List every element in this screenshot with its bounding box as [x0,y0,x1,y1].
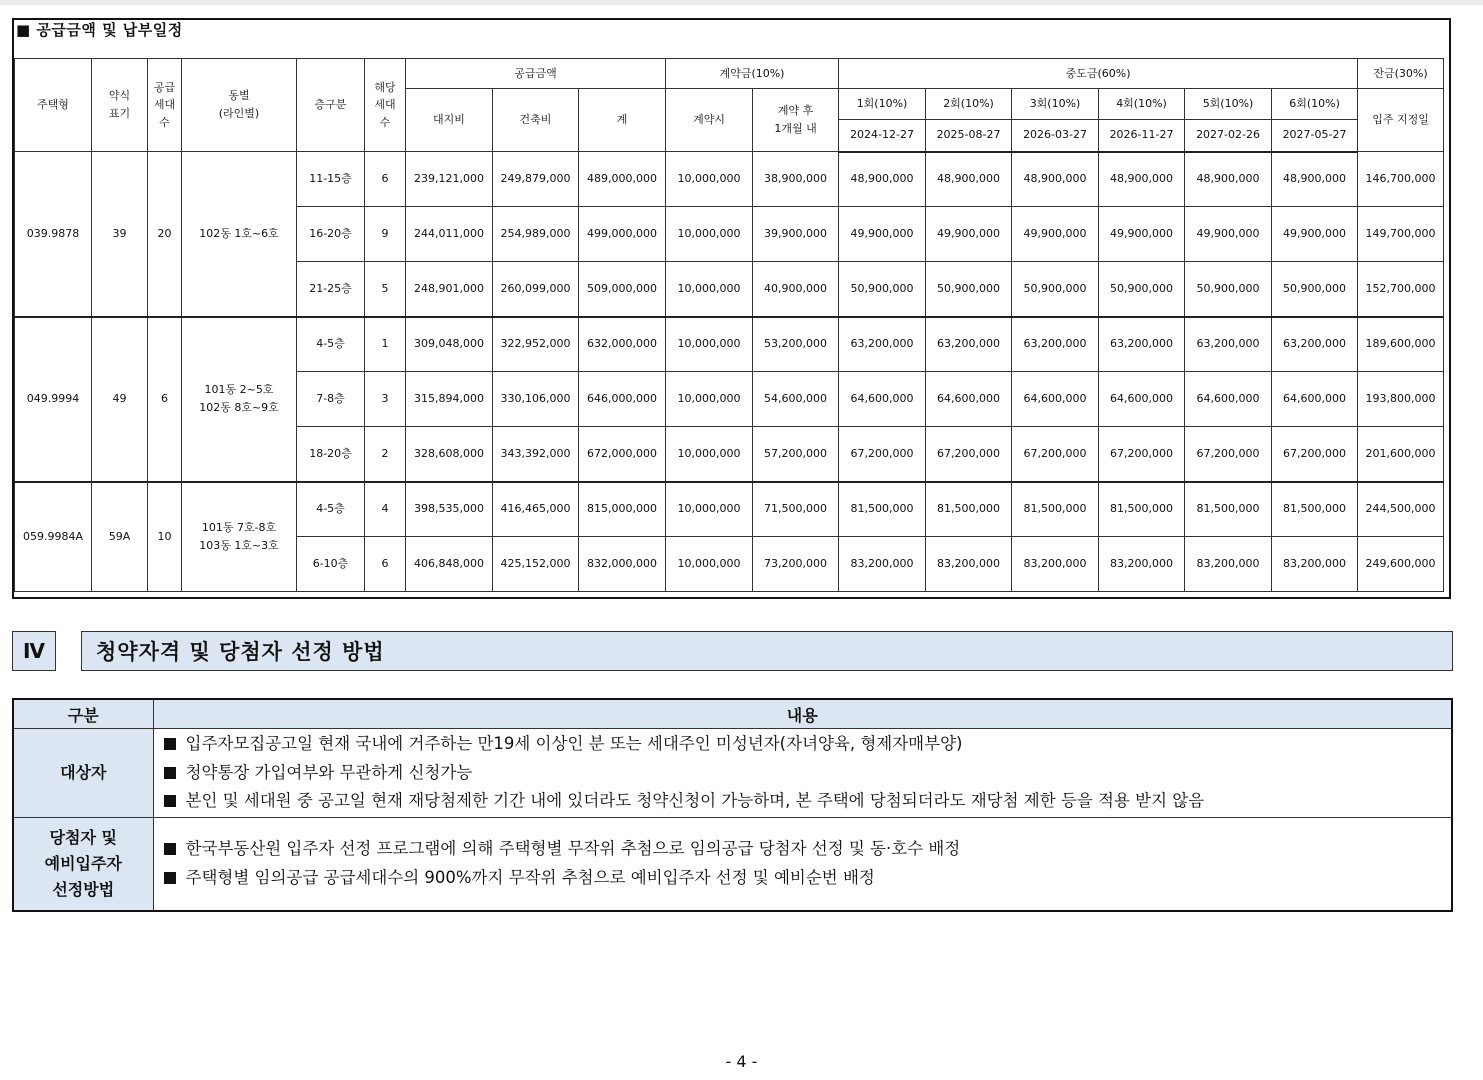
cell-supply-units: 6 [148,317,182,482]
cell-land: 328,608,000 [406,427,493,482]
header-balance: 잔금(30%) [1358,59,1444,89]
table-row [15,482,1444,537]
cell-floor: 7-8층 [297,372,365,427]
cell-interim: 64,600,000 [926,372,1012,427]
cell-interim: 64,600,000 [1272,372,1358,427]
payment-schedule-table [14,58,1444,592]
cell-interim: 48,900,000 [926,152,1012,207]
square-bullet-icon [164,738,176,750]
section-number: Ⅳ [12,631,56,671]
cell-total: 815,000,000 [579,482,666,537]
header-interim-round: 5회(10%) [1185,89,1272,120]
header-interim-round: 6회(10%) [1272,89,1358,120]
bullet-item: 본인 및 세대원 중 공고일 현재 재당첨제한 기간 내에 있더라도 청약신청이 가능하며, 본 주택에 당첨되더라도 재당첨 제한 등을 적용 받지 않음 [164,787,1451,816]
cell-total: 672,000,000 [579,427,666,482]
cell-interim: 64,600,000 [1185,372,1272,427]
cell-interim: 50,900,000 [1012,262,1099,317]
cell-building: 343,392,000 [493,427,579,482]
cell-interim: 48,900,000 [1185,152,1272,207]
header-supply-amount: 공급금액 [406,59,666,89]
header-interim-date: 2026-11-27 [1099,120,1185,152]
cell-interim: 49,900,000 [1272,207,1358,262]
cell-deposit-contract: 10,000,000 [666,537,753,592]
cell-deposit-after: 71,500,000 [753,482,839,537]
cell-units: 5 [365,262,406,317]
bullet-item: 입주자모집공고일 현재 국내에 거주하는 만19세 이상인 분 또는 세대주인 미성년자(자녀양육, 형제자매부양) [164,730,1451,759]
cell-deposit-after: 73,200,000 [753,537,839,592]
cell-interim: 67,200,000 [926,427,1012,482]
row-label-selection: 당첨자 및 예비입주자 선정방법 [13,817,153,911]
bullet-item: 한국부동산원 입주자 선정 프로그램에 의해 주택형별 무작위 추첨으로 임의공급 당첨자 선정 및 동·호수 배정 [164,835,1451,864]
cell-interim: 49,900,000 [1012,207,1099,262]
cell-building: 330,106,000 [493,372,579,427]
cell-interim: 48,900,000 [839,152,926,207]
cell-supply-units: 10 [148,482,182,592]
cell-units: 1 [365,317,406,372]
cell-interim: 48,900,000 [1012,152,1099,207]
cell-interim: 63,200,000 [839,317,926,372]
cell-house-type: 039.9878 [15,152,92,317]
cell-interim: 63,200,000 [1185,317,1272,372]
cell-interim: 64,600,000 [1012,372,1099,427]
cell-floor: 16-20층 [297,207,365,262]
cell-house-type: 059.9984A [15,482,92,592]
cell-supply-units: 20 [148,152,182,317]
cell-total: 499,000,000 [579,207,666,262]
cell-balance: 244,500,000 [1358,482,1444,537]
header-building: 건축비 [493,89,579,152]
header-category: 구분 [13,699,153,729]
cell-land: 315,894,000 [406,372,493,427]
cell-interim: 67,200,000 [839,427,926,482]
cell-interim: 81,500,000 [1012,482,1099,537]
cell-land: 398,535,000 [406,482,493,537]
cell-interim: 67,200,000 [1185,427,1272,482]
header-abbr: 약식 표기 [92,59,148,152]
cell-interim: 81,500,000 [1272,482,1358,537]
cell-deposit-contract: 10,000,000 [666,262,753,317]
cell-total: 489,000,000 [579,152,666,207]
eligibility-table [12,698,1453,912]
cell-dong: 101동 2~5호 102동 8호~9호 [182,317,297,482]
header-deposit-at-contract: 계약시 [666,89,753,152]
cell-land: 309,048,000 [406,317,493,372]
cell-balance: 249,600,000 [1358,537,1444,592]
cell-floor: 18-20층 [297,427,365,482]
cell-interim: 63,200,000 [1272,317,1358,372]
cell-balance: 146,700,000 [1358,152,1444,207]
cell-interim: 50,900,000 [1272,262,1358,317]
cell-abbr: 49 [92,317,148,482]
cell-units: 6 [365,152,406,207]
header-interim-round: 4회(10%) [1099,89,1185,120]
cell-interim: 50,900,000 [1099,262,1185,317]
cell-floor: 4-5층 [297,317,365,372]
cell-total: 646,000,000 [579,372,666,427]
cell-interim: 83,200,000 [1012,537,1099,592]
cell-interim: 67,200,000 [1272,427,1358,482]
cell-units: 9 [365,207,406,262]
bullet-item: 청약통장 가입여부와 무관하게 신청가능 [164,759,1451,788]
section-heading: 청약자격 및 당첨자 선정 방법 [81,631,1453,671]
cell-deposit-after: 39,900,000 [753,207,839,262]
cell-interim: 64,600,000 [1099,372,1185,427]
cell-interim: 81,500,000 [926,482,1012,537]
cell-interim: 83,200,000 [1272,537,1358,592]
cell-land: 244,011,000 [406,207,493,262]
cell-building: 254,989,000 [493,207,579,262]
cell-deposit-after: 53,200,000 [753,317,839,372]
cell-house-type: 049.9994 [15,317,92,482]
cell-building: 260,099,000 [493,262,579,317]
header-floor: 층구분 [297,59,365,152]
cell-interim: 83,200,000 [1185,537,1272,592]
row-content-selection [153,817,1452,911]
cell-interim: 63,200,000 [1099,317,1185,372]
cell-floor: 4-5층 [297,482,365,537]
cell-interim: 49,900,000 [926,207,1012,262]
cell-deposit-after: 54,600,000 [753,372,839,427]
cell-interim: 81,500,000 [1185,482,1272,537]
cell-interim: 83,200,000 [839,537,926,592]
square-bullet-icon [164,795,176,807]
square-bullet-icon [164,843,176,855]
table-row [15,152,1444,207]
cell-units: 4 [365,482,406,537]
cell-interim: 50,900,000 [1185,262,1272,317]
header-supply-units: 공급 세대 수 [148,59,182,152]
cell-interim: 83,200,000 [926,537,1012,592]
cell-deposit-after: 40,900,000 [753,262,839,317]
header-interim-date: 2026-03-27 [1012,120,1099,152]
cell-land: 239,121,000 [406,152,493,207]
header-interim-round: 3회(10%) [1012,89,1099,120]
cell-interim: 83,200,000 [1099,537,1185,592]
cell-interim: 81,500,000 [839,482,926,537]
cell-units: 3 [365,372,406,427]
square-bullet-icon [164,767,176,779]
page-number: - 4 - [725,1052,758,1071]
cell-units: 6 [365,537,406,592]
header-interim-date: 2024-12-27 [839,120,926,152]
row-label-eligible: 대상자 [13,729,153,818]
cell-interim: 63,200,000 [1012,317,1099,372]
cell-total: 509,000,000 [579,262,666,317]
header-deposit: 계약금(10%) [666,59,839,89]
row-content-eligible [153,729,1452,818]
cell-interim: 67,200,000 [1012,427,1099,482]
bullet-item: 주택형별 임의공급 공급세대수의 900%까지 무작위 추첨으로 예비입주자 선정 및 예비순번 배정 [164,864,1451,893]
cell-deposit-after: 38,900,000 [753,152,839,207]
cell-deposit-contract: 10,000,000 [666,372,753,427]
cell-interim: 49,900,000 [1099,207,1185,262]
cell-deposit-contract: 10,000,000 [666,207,753,262]
cell-balance: 152,700,000 [1358,262,1444,317]
header-interim-round: 2회(10%) [926,89,1012,120]
cell-abbr: 39 [92,152,148,317]
cell-total: 632,000,000 [579,317,666,372]
header-house-type: 주택형 [15,59,92,152]
viewer-top-bar [0,0,1483,5]
cell-interim: 49,900,000 [839,207,926,262]
cell-balance: 189,600,000 [1358,317,1444,372]
header-interim: 중도금(60%) [839,59,1358,89]
cell-deposit-contract: 10,000,000 [666,152,753,207]
header-dong: 동별 (라인별) [182,59,297,152]
table-row [15,317,1444,372]
cell-floor: 11-15층 [297,152,365,207]
cell-deposit-contract: 10,000,000 [666,427,753,482]
section-title: ■ 공급금액 및 납부일정 [16,21,183,39]
cell-interim: 67,200,000 [1099,427,1185,482]
cell-balance: 193,800,000 [1358,372,1444,427]
cell-interim: 48,900,000 [1272,152,1358,207]
cell-abbr: 59A [92,482,148,592]
cell-total: 832,000,000 [579,537,666,592]
square-bullet-icon [164,872,176,884]
cell-building: 425,152,000 [493,537,579,592]
cell-balance: 149,700,000 [1358,207,1444,262]
cell-building: 416,465,000 [493,482,579,537]
header-land: 대지비 [406,89,493,152]
cell-building: 249,879,000 [493,152,579,207]
cell-floor: 21-25층 [297,262,365,317]
cell-deposit-contract: 10,000,000 [666,317,753,372]
cell-deposit-contract: 10,000,000 [666,482,753,537]
header-interim-round: 1회(10%) [839,89,926,120]
header-interim-date: 2027-02-26 [1185,120,1272,152]
cell-dong: 102동 1호~6호 [182,152,297,317]
cell-interim: 50,900,000 [926,262,1012,317]
cell-interim: 49,900,000 [1185,207,1272,262]
header-units: 해당 세대 수 [365,59,406,152]
header-interim-date: 2025-08-27 [926,120,1012,152]
cell-floor: 6-10층 [297,537,365,592]
cell-balance: 201,600,000 [1358,427,1444,482]
header-deposit-after: 계약 후 1개월 내 [753,89,839,152]
cell-land: 248,901,000 [406,262,493,317]
header-content: 내용 [153,699,1452,729]
cell-interim: 63,200,000 [926,317,1012,372]
cell-dong: 101동 7호-8호 103동 1호~3호 [182,482,297,592]
cell-interim: 50,900,000 [839,262,926,317]
header-balance-date: 입주 지정일 [1358,89,1444,152]
cell-interim: 64,600,000 [839,372,926,427]
cell-land: 406,848,000 [406,537,493,592]
cell-units: 2 [365,427,406,482]
cell-interim: 48,900,000 [1099,152,1185,207]
cell-deposit-after: 57,200,000 [753,427,839,482]
header-total: 계 [579,89,666,152]
cell-interim: 81,500,000 [1099,482,1185,537]
header-interim-date: 2027-05-27 [1272,120,1358,152]
cell-building: 322,952,000 [493,317,579,372]
